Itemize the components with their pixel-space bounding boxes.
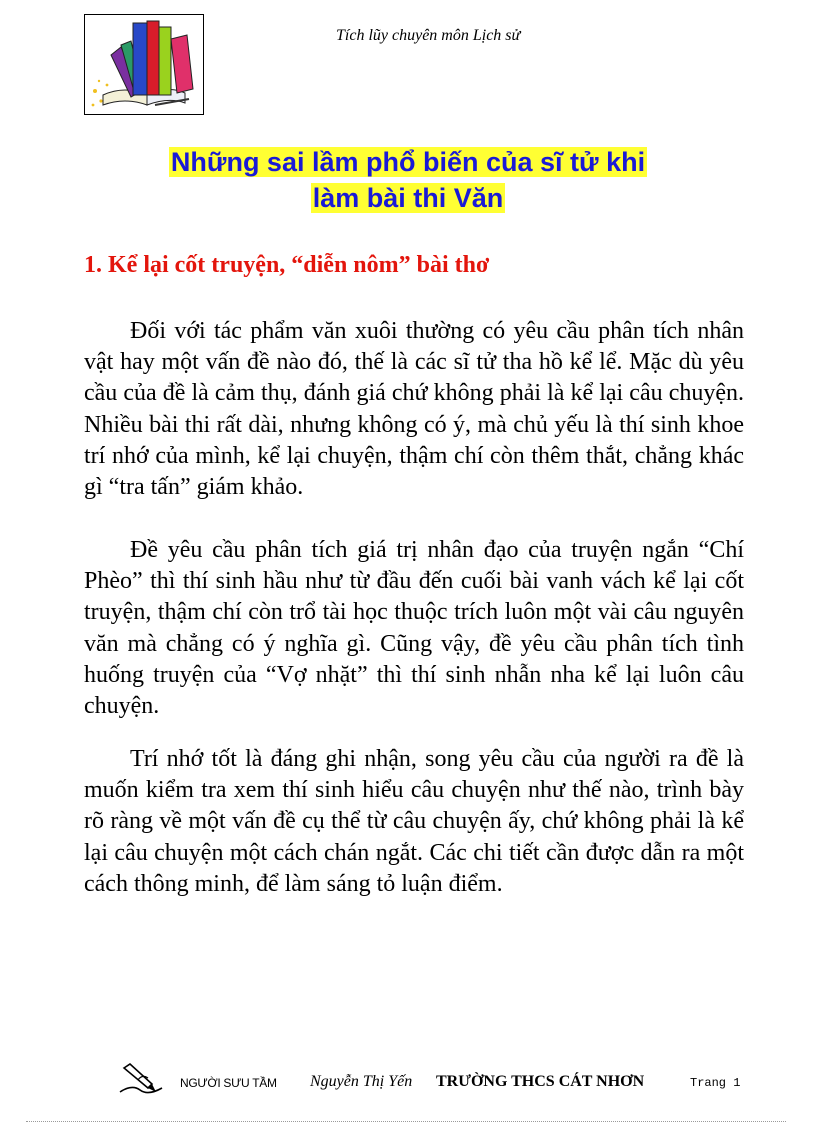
paragraph-2: Đề yêu cầu phân tích giá trị nhân đạo của truyện ngắn “Chí Phèo” thì thí sinh hầu như từ đầu đến cuối bài vanh vách kể lại cốt truyện, thậm chí còn trổ tài học thuộc trích luôn một vài câu nguyên văn mà chẳng có ý nghĩa gì. Cũng vậy, đề yêu cầu phân tích tình huống truyện của “Vợ nhặt” thì thí sinh nhẫn nha kể lại luôn câu chuyện. [84,537,744,720]
bottom-divider [26,1121,786,1122]
paragraph-3: Trí nhớ tốt là đáng ghi nhận, song yêu cầu của người ra đề là muốn kiểm tra xem thí sinh hiểu câu chuyện như thế nào, trình bày rõ ràng về một vấn đề cụ thể từ câu chuyện ấy, chứ không phải là kể lại câu chuyện một cách chán ngắt. Các chi tiết cần được dẫn ra một cách thông minh, để làm sáng tỏ luận điểm. [84,746,744,897]
books-logo-icon [85,15,203,114]
header-title: Tích lũy chuyên môn Lịch sử [336,27,521,44]
page-title-line-2: làm bài thi Văn [312,183,504,213]
page-title [0,144,816,216]
section-heading: 1. Kể lại cốt truyện, “diễn nôm” bài thơ [84,252,490,278]
logo-box [84,14,204,115]
footer-collector-label: NGƯỜI SƯU TẦM [180,1076,277,1090]
footer-author: Nguyễn Thị Yến [310,1073,413,1090]
page-title-line-1: Những sai lầm phổ biến của sĩ tử khi [170,147,646,177]
page-number: Trang 1 [690,1076,741,1090]
pen-writing-icon [118,1062,166,1096]
page-footer [118,1062,748,1102]
paragraph-1: Đối với tác phẩm văn xuôi thường có yêu cầu phân tích nhân vật hay một vấn đề nào đó, thế là các sĩ tử tha hồ kể lể. Mặc dù yêu cầu của đề là cảm thụ, đánh giá chứ không phải là kể lại câu chuyện. Nhiều bài thi rất dài, nhưng không có ý, mà chủ yếu là thí sinh khoe trí nhớ của mình, kể lại chuyện, thậm chí còn thêm thắt, chẳng khác gì “tra tấn” giám khảo. [84,318,744,501]
footer-school: TRƯỜNG THCS CÁT NHƠN [436,1073,645,1090]
